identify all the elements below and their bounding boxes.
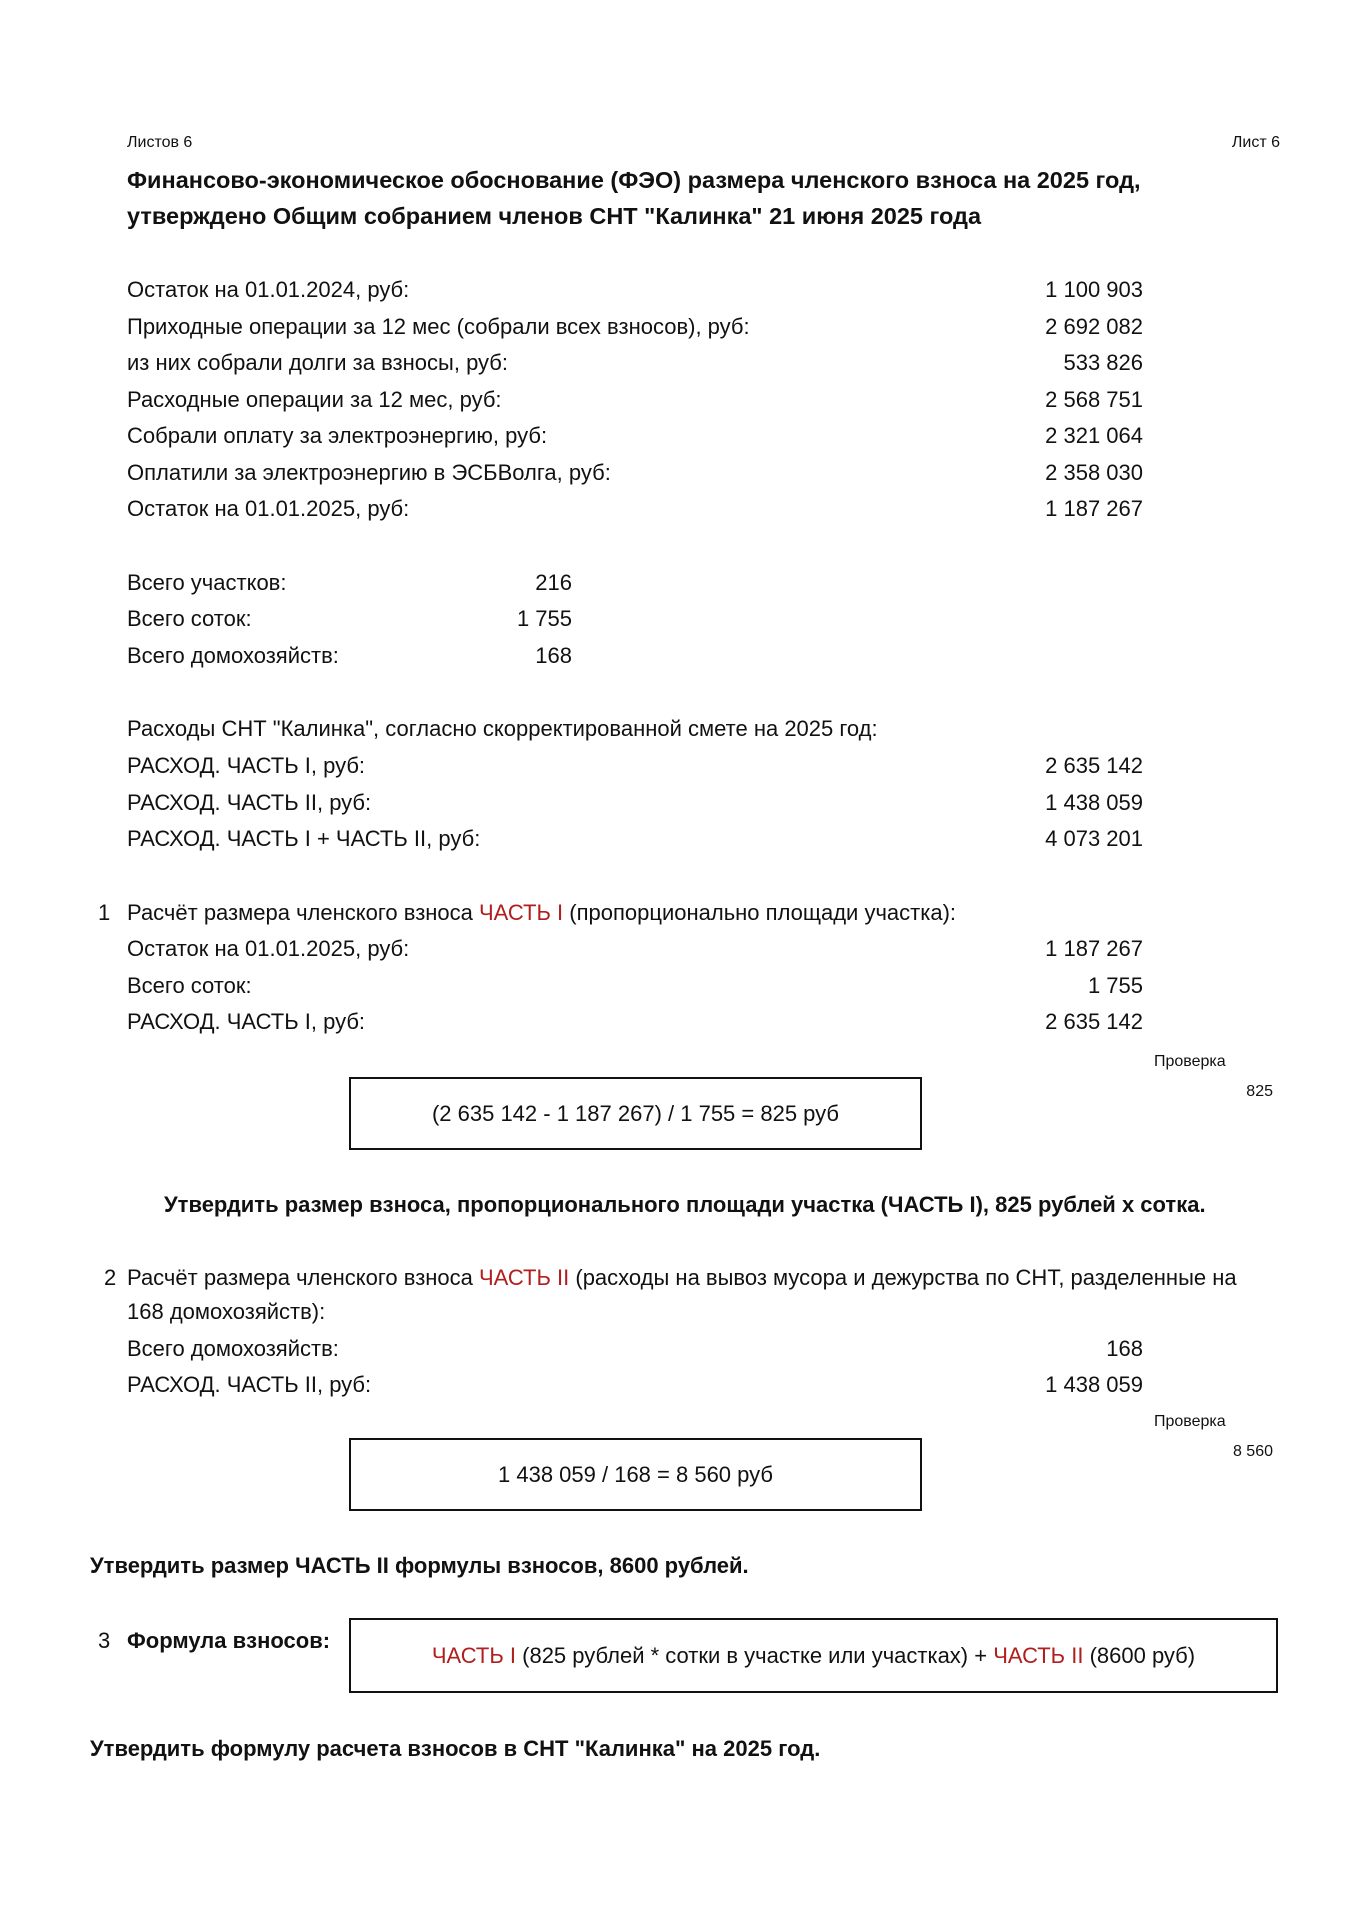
expense-value: 1 438 059: [1045, 790, 1143, 815]
sheet-number: Лист 6: [1231, 134, 1280, 151]
finance-label: Приходные операции за 12 мес (собрали всех взносов), руб:: [127, 314, 750, 339]
section-row-label: РАСХОД. ЧАСТЬ I, руб:: [127, 1009, 366, 1034]
expense-label: РАСХОД. ЧАСТЬ I + ЧАСТЬ II, руб:: [127, 826, 481, 851]
section-resolution: Утвердить размер ЧАСТЬ II формулы взносов, 8600 рублей.: [90, 1553, 749, 1578]
section-resolution: Утвердить формулу расчета взносов в СНТ "Калинка" на 2025 год.: [90, 1736, 821, 1761]
section-row-value: 168: [1106, 1336, 1143, 1361]
section-row-value: 2 635 142: [1045, 1009, 1143, 1034]
finance-label: Остаток на 01.01.2024, руб:: [127, 277, 410, 302]
section-heading: [127, 1265, 1237, 1291]
check-value: 825: [1246, 1083, 1273, 1100]
section-row-value: 1 755: [1087, 973, 1143, 998]
expense-label: РАСХОД. ЧАСТЬ II, руб:: [127, 790, 372, 815]
section-row-label: Всего соток:: [127, 973, 252, 998]
section-row-label: Остаток на 01.01.2025, руб:: [127, 936, 410, 961]
section-number: 3: [98, 1628, 111, 1653]
finance-label: Собрали оплату за электроэнергию, руб:: [127, 423, 548, 448]
heading-text: Расчёт размера членского взноса: [127, 1265, 480, 1290]
finance-value: 2 358 030: [1045, 460, 1143, 485]
sheets-total: Листов 6: [127, 134, 193, 151]
formula-label: Формула взносов:: [127, 1628, 331, 1653]
heading-text: (расходы на вывоз мусора и дежурства по СНТ, разделенные на: [569, 1265, 1237, 1290]
section-heading: [127, 900, 956, 926]
section-resolution: Утвердить размер взноса, пропорционального площади участка (ЧАСТЬ I), 825 рублей х сотка.: [164, 1192, 1206, 1217]
document-title-line2: утверждено Общим собранием членов СНТ "Калинка" 21 июня 2025 года: [127, 203, 982, 229]
part-label: ЧАСТЬ II: [993, 1642, 1084, 1668]
expense-value: 2 635 142: [1045, 753, 1143, 778]
check-label: Проверка: [1154, 1053, 1226, 1070]
section-number: 2: [104, 1265, 117, 1290]
part-label: ЧАСТЬ II: [479, 1265, 570, 1290]
totals-value: 168: [535, 643, 572, 668]
expenses-intro: Расходы СНТ "Калинка", согласно скорректированной смете на 2025 год:: [127, 716, 878, 741]
finance-value: 2 321 064: [1045, 423, 1143, 448]
formula-text: (8600 руб): [1083, 1642, 1196, 1668]
totals-value: 216: [535, 570, 572, 595]
document-title-line1: Финансово-экономическое обоснование (ФЭО) размера членского взноса на 2025 год,: [127, 167, 1141, 193]
finance-label: Остаток на 01.01.2025, руб:: [127, 496, 410, 521]
formula-text: 1 438 059 / 168 = 8 560 руб: [498, 1461, 773, 1487]
check-label: Проверка: [1154, 1413, 1226, 1430]
finance-value: 1 100 903: [1045, 277, 1143, 302]
section-row-value: 1 438 059: [1045, 1372, 1143, 1397]
formula-text: (2 635 142 - 1 187 267) / 1 755 = 825 руб: [431, 1100, 840, 1126]
totals-label: Всего соток:: [127, 606, 252, 631]
totals-label: Всего участков:: [127, 570, 287, 595]
finance-label: из них собрали долги за взносы, руб:: [127, 350, 509, 375]
section-number: 1: [98, 900, 111, 925]
fee-formula-box: [349, 1618, 1278, 1693]
finance-value: 2 692 082: [1045, 314, 1143, 339]
totals-value: 1 755: [516, 606, 572, 631]
finance-value: 1 187 267: [1045, 496, 1143, 521]
finance-value: 2 568 751: [1045, 387, 1143, 412]
finance-label: Оплатили за электроэнергию в ЭСБВолга, руб:: [127, 460, 611, 485]
fee-formula: [432, 1643, 1195, 1669]
heading-text: (пропорционально площади участка):: [563, 900, 957, 925]
totals-label: Всего домохозяйств:: [127, 643, 339, 668]
expense-value: 4 073 201: [1045, 826, 1143, 851]
section-row-value: 1 187 267: [1045, 936, 1143, 961]
formula-box: [349, 1077, 922, 1150]
section-row-label: РАСХОД. ЧАСТЬ II, руб:: [127, 1372, 372, 1397]
section-row-label: Всего домохозяйств:: [127, 1336, 339, 1361]
expense-label: РАСХОД. ЧАСТЬ I, руб:: [127, 753, 366, 778]
formula-text: (825 рублей * сотки в участке или участках) +: [516, 1642, 994, 1668]
finance-label: Расходные операции за 12 мес, руб:: [127, 387, 502, 412]
section-heading-line2: 168 домохозяйств):: [127, 1299, 326, 1324]
part-label: ЧАСТЬ I: [431, 1642, 517, 1668]
part-label: ЧАСТЬ I: [479, 900, 564, 925]
heading-text: Расчёт размера членского взноса: [127, 900, 480, 925]
finance-value: 533 826: [1063, 350, 1143, 375]
formula-box: [349, 1438, 922, 1511]
check-value: 8 560: [1232, 1443, 1273, 1460]
